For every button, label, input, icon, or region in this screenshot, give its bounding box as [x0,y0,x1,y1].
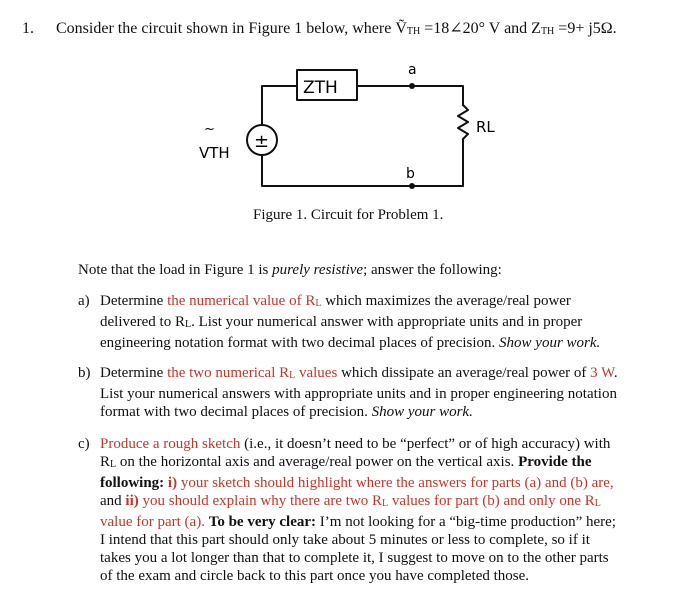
part-a-line-3: engineering notation format with two decimal places of precision. Show your work. [100,335,601,351]
question-number: 1. [22,20,34,37]
circuit-figure [0,0,700,215]
part-c-line-4: and ii) you should explain why there are two RL values for part (b) and only one RL [100,493,601,509]
part-c-label: c) [78,436,90,452]
note-line [78,262,502,279]
zth-symbol: Z [531,20,541,37]
vth-tilde: ~ [204,122,215,137]
part-b-line-1: Determine the two numerical RL values which dissipate an average/real power of 3 W. [100,365,618,381]
part-c-line-8: of the exam and circle back to this part once you have completed those. [100,568,530,584]
top-right-wire [357,86,463,105]
part-c-line-7: takes you a lot longer than that to complete it, I suggest to move on to the other parts [100,550,609,566]
question-intro: Consider the circuit shown in Figure 1 below, where [56,20,396,37]
figure-caption: Figure 1. Circuit for Problem 1. [253,207,444,223]
part-a-line-2: delivered to RL. List your numerical answer with appropriate units and in proper [100,314,583,330]
note-emphasis: purely resistive [272,262,364,278]
rl-label: RL [476,118,495,136]
note-suffix: ; answer the following: [363,262,502,278]
terminal-a-dot [409,83,415,89]
note-prefix: Note that the load in Figure 1 is [78,262,273,278]
zth-value: =9+ j5Ω. [554,20,617,37]
part-b-line-3: format with two decimal places of precision. Show your work. [100,404,473,420]
zth-subscript: TH [540,26,555,37]
part-c-line-6: I intend that this part should only take about 5 minutes or less to complete, so if it [100,532,590,548]
terminal-b-label: b [406,166,415,182]
part-b-label: b) [78,365,91,381]
part-c-line-3: following: i) your sketch should highlight where the answers for parts (a) and (b) are, [100,475,614,491]
vth-label: VTH [199,144,230,162]
zth-label: ZTH [303,78,338,98]
source-sign: ± [254,131,270,152]
part-a-label: a) [78,293,90,309]
rl-resistor [458,105,468,139]
part-c-line-5: value for part (a). To be very clear: I’m not looking for a “big-time production” here; [100,514,616,530]
vth-value: =18∠20° V [420,20,501,37]
vth-symbol: Ṽ [395,20,407,37]
part-c-line-1: Produce a rough sketch (i.e., it doesn’t need to be “perfect” or of high accuracy) with [100,436,611,452]
top-left-wire [262,86,297,125]
and-text: and [500,20,532,37]
part-c-line-2: RL on the horizontal axis and average/real power on the vertical axis. Provide the [100,454,592,470]
bottom-wire [262,156,463,186]
terminal-b-dot [409,183,415,189]
part-b-line-2: List your numerical answers with appropriate units and in proper engineering notation [100,386,617,402]
vth-subscript: TH [406,26,421,37]
terminal-a-label: a [408,62,417,78]
part-a-line-1: Determine the numerical value of RL which maximizes the average/real power [100,293,571,309]
